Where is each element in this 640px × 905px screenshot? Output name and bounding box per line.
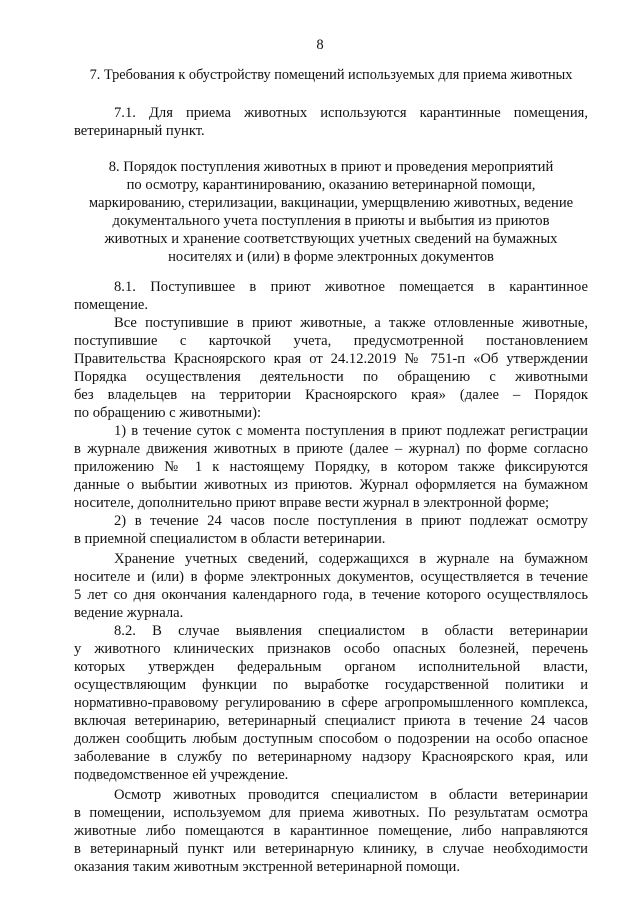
paragraph-admission-line: по обращению с животными): [74,405,262,421]
paragraph-inspection-line: оказания таким животным экстренной ветеринарной помощи. [74,859,460,875]
paragraph-8-2-line: 8.2. В случае выявления специалистом в области ветеринарии [114,623,588,639]
page-number: 8 [316,37,324,53]
paragraph-admission-line: Порядка осуществления деятельности по обращению с животными [74,369,588,385]
paragraph-7-1-line: ветеринарный пункт. [74,123,205,139]
paragraph-storage-line: Хранение учетных сведений, содержащихся в журнале на бумажном [114,551,588,567]
paragraph-8-2-line: осуществляющим функции по выработке государственной политики и [74,677,588,693]
list-item-2-line: в приемной специалистом в области ветеринарии. [74,531,386,547]
paragraph-inspection-line: в помещении, используемом для приема животных. По результатам осмотра [74,805,588,821]
list-item-1-line: носителе, дополнительно приют вправе вести журнал в электронной форме; [74,495,550,511]
section-8-heading-line: животных и хранение соответствующих учетных сведений на бумажных [104,231,558,247]
paragraph-8-2-line: заболевание в службу по ветеринарному надзору Красноярского края, или [74,749,588,765]
paragraph-8-2-line: должен сообщить любым доступным способом о подозрении на особо опасное [74,731,588,747]
paragraph-admission-line: без владельцев на территории Красноярского края» (далее – Порядок [74,387,588,403]
list-item-1-line: в журнале движения животных в приюте (далее – журнал) по форме согласно [74,441,588,457]
paragraph-inspection-line: в ветеринарный пункт или ветеринарную клинику, в случае необходимости [74,841,588,857]
paragraph-8-2-line: нормативно-правовому регулированию в сфере агропромышленного комплекса, [74,695,588,711]
paragraph-admission-line: Правительства Красноярского края от 24.12.2019 № 751-п «Об утверждении [74,351,588,367]
section-8-heading-line: маркированию, стерилизации, вакцинации, умерщвлению животных, ведение [88,195,574,211]
paragraph-8-2-line: которых утвержден федеральным органом исполнительной власти, [74,659,588,675]
section-8-heading-line: 8. Порядок поступления животных в приют и проведения мероприятий [108,159,554,175]
paragraph-8-1-line: помещение. [74,297,149,313]
paragraph-storage-line: ведение журнала. [74,605,184,621]
paragraph-inspection-line: Осмотр животных проводится специалистом в области ветеринарии [114,787,588,803]
paragraph-admission-line: поступившие с карточкой учета, предусмотренной постановлением [74,333,588,349]
list-item-2-line: 2) в течение 24 часов после поступления в приют подлежат осмотру [114,513,588,529]
section-8-heading-line: по осмотру, карантинированию, оказанию ветеринарной помощи, [126,177,536,193]
paragraph-8-2-line: у животного клинических признаков особо опасных болезней, перечень [74,641,588,657]
section-7-heading: 7. Требования к обустройству помещений используемых для приема животных [89,67,573,83]
paragraph-storage-line: 5 лет со дня окончания календарного года, в течение которого осуществлялось [74,587,588,603]
paragraph-8-2-line: включая ветеринарию, ветеринарный специалист приюта в течение 24 часов [74,713,588,729]
list-item-1-line: данные о выбытии животных из приютов. Журнал оформляется на бумажном [74,477,588,493]
paragraph-storage-line: носителе и (или) в форме электронных документов, осуществляется в течение [74,569,588,585]
paragraph-7-1-line: 7.1. Для приема животных используются карантинные помещения, [114,105,588,121]
paragraph-inspection-line: животные либо помещаются в карантинное помещение, либо направляются [74,823,588,839]
paragraph-8-1-line: 8.1. Поступившее в приют животное помещается в карантинное [114,279,588,295]
paragraph-8-2-line: подведомственное ей учреждение. [74,767,289,783]
list-item-1-line: приложению № 1 к настоящему Порядку, в котором также фиксируются [74,459,588,475]
section-8-heading-line: носителях и (или) в форме электронных документов [168,249,494,265]
section-8-heading-line: документального учета поступления в приюты и выбытия из приютов [112,213,550,229]
list-item-1-line: 1) в течение суток с момента поступления в приют подлежат регистрации [114,423,588,439]
paragraph-admission-line: Все поступившие в приют животные, а также отловленные животные, [114,315,588,331]
